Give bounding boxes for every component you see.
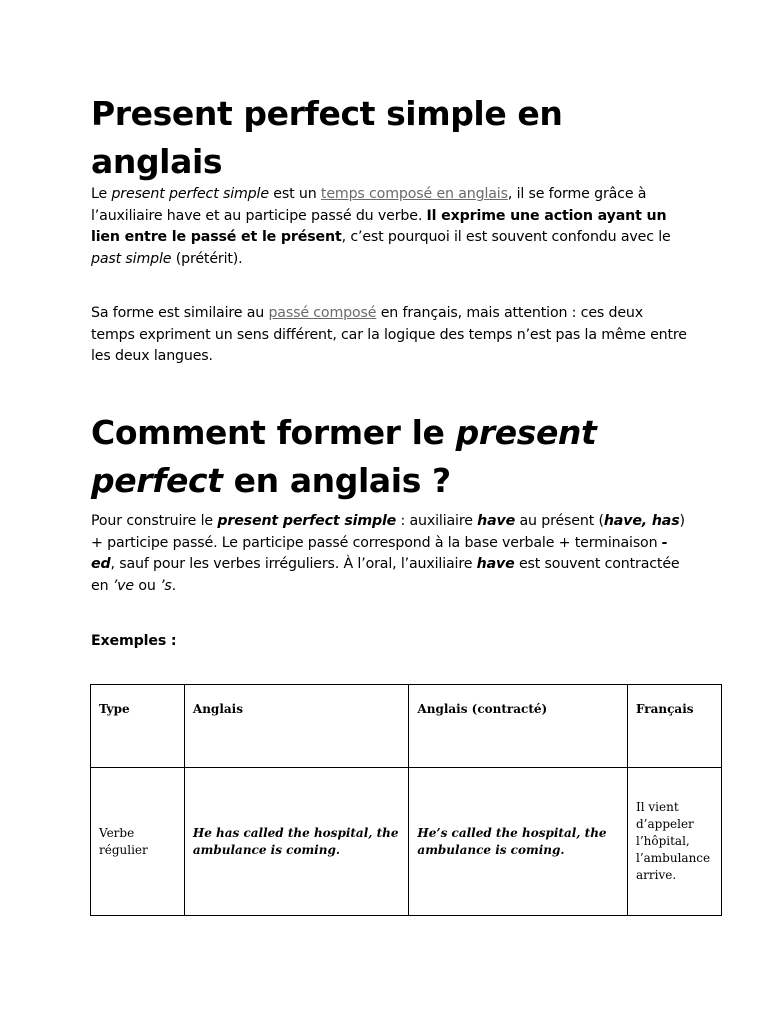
section-title — [91, 409, 711, 505]
text: au présent ( — [515, 513, 604, 529]
table-header-cell — [91, 685, 185, 768]
header-text: Anglais (contracté) — [417, 702, 548, 716]
text: Le — [91, 186, 112, 202]
term: ’ve — [112, 577, 134, 594]
text: ou — [133, 577, 161, 594]
text: ) + participe passé. Le participe passé correspond à la base verbale + terminaison — [91, 513, 685, 551]
header-text: Type — [99, 702, 130, 716]
text: Pour construire le — [91, 513, 218, 529]
term: -ed — [91, 534, 668, 572]
text: en anglais ? — [222, 461, 451, 500]
examples-table — [90, 684, 722, 916]
text: : auxiliaire — [396, 513, 478, 529]
cell-text: Verbe régulier — [99, 825, 148, 857]
table-header-cell — [184, 685, 409, 768]
link-passe-compose[interactable]: passé composé — [268, 305, 377, 321]
text: en français, mais attention : ces deux temps expriment un sens différent, car la logique des temps n’est pas la même entre les deux langues. — [91, 305, 687, 364]
link-temps-compose[interactable]: temps composé en anglais — [320, 186, 508, 202]
table-header-row — [91, 685, 722, 768]
table-cell — [91, 768, 185, 916]
text: est un — [268, 186, 321, 202]
term: past simple — [91, 250, 172, 267]
table-cell — [409, 768, 628, 916]
text: , c’est pourquoi il est souvent confondu avec le — [341, 229, 671, 245]
table-row — [91, 768, 722, 916]
text: , il se forme grâce à l’auxiliaire have et au participe passé du verbe. — [91, 186, 647, 224]
term: have — [477, 513, 516, 529]
term: present perfect simple — [217, 513, 397, 529]
term: ’s — [160, 577, 172, 594]
text: , sauf pour les verbes irréguliers. À l’oral, l’auxiliaire — [110, 556, 477, 572]
intro-paragraph — [91, 184, 691, 270]
term: have, has — [603, 513, 680, 529]
table-cell — [627, 768, 721, 916]
text: Comment former le — [91, 413, 456, 452]
term: present perfect simple — [111, 186, 269, 202]
term: present perfect — [91, 413, 597, 500]
table-header-cell — [627, 685, 721, 768]
examples-label — [91, 631, 691, 653]
table-header-cell — [409, 685, 628, 768]
comparison-paragraph — [91, 303, 691, 368]
text: Sa forme est similaire au — [91, 305, 269, 321]
text: (prétérit). — [171, 250, 243, 267]
cell-text: He’s called the hospital, the ambulance is coming. — [417, 825, 607, 857]
text: est souvent contractée en — [91, 556, 680, 594]
cell-text: He has called the hospital, the ambulance is coming. — [192, 825, 399, 857]
text: . — [171, 577, 177, 594]
formation-paragraph — [91, 511, 691, 597]
table-cell — [184, 768, 409, 916]
header-text: Anglais — [192, 702, 243, 716]
header-text: Français — [635, 702, 694, 716]
page-title: Present perfect simple en anglais — [91, 94, 563, 181]
emphasis: Il exprime une action ayant un lien entre le passé et le présent — [91, 207, 667, 245]
term: have — [476, 556, 515, 572]
text: Exemples : — [91, 633, 177, 649]
cell-text: Il vient d’appeler l’hôpital, l’ambulance arrive. — [635, 800, 711, 882]
